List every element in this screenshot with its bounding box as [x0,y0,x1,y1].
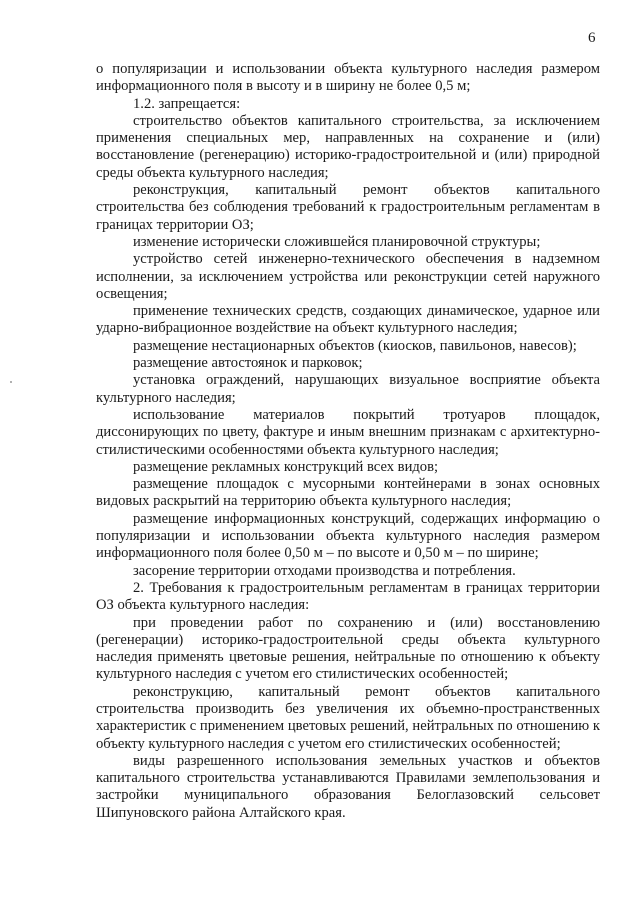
paragraph: строительство объектов капитального строительства, за исключением применения специальных мер, направленных на сохранение и (или) восстановление (регенерацию) историко-градостроительной и (или) природной среды объекта культурного наследия; [96,112,600,181]
paragraph: размещение рекламных конструкций всех видов; [133,458,439,475]
document-body [96,61,600,822]
paragraph: размещение автостоянок и парковок; [133,355,363,372]
paragraph: размещение информационных конструкций, содержащих информацию о популяризации и использовании объекта культурного наследия размером информационного поля более 0,50 м – по высоте и 0,50 м – по ширине; [96,510,600,562]
paragraph: 1.2. запрещается: [133,95,241,112]
paragraph: размещение нестационарных объектов (киосков, павильонов, навесов); [133,337,577,354]
paragraph: устройство сетей инженерно-технического обеспечения в надземном исполнении, за исключением устройства или реконструкции сетей наружного освещения; [96,251,600,302]
scan-speck [10,381,12,383]
paragraph: использование материалов покрытий тротуаров площадок, диссонирующих по цвету, фактуре и иным внешним признакам с архитектурно-стилистическими особенностями объекта культурного наследия; [96,406,600,458]
paragraph: применение технических средств, создающих динамическое, ударное или ударно-вибрационное воздействие на объект культурного наследия; [96,303,600,337]
paragraph: размещение площадок с мусорными контейнерами в зонах основных видовых раскрытий на территорию объекта культурного наследия; [96,476,600,510]
paragraph: реконструкцию, капитальный ремонт объектов капитального строительства производить без увеличения их объемно-пространственных характеристик с применением цветовых решений, нейтральных по отношению к объекту культурного наследия с учетом его стилистических особенностей; [96,683,600,752]
paragraph: изменение исторически сложившейся планировочной структуры; [133,233,541,250]
page-number: 6 [588,30,596,46]
paragraph: при проведении работ по сохранению и (или) восстановлению (регенерации) историко-градостроительной среды объекта культурного наследия применять цветовые решения, нейтральные по отношению к объекту культурного наследия с учетом его стилистических особенностей; [96,614,600,683]
paragraph: реконструкция, капитальный ремонт объектов капитального строительства без соблюдения требований к градостроительным регламентам в границах территории ОЗ; [96,182,600,233]
paragraph: установка ограждений, нарушающих визуальное восприятие объекта культурного наследия; [96,372,600,406]
paragraph: о популяризации и использовании объекта культурного наследия размером информационного поля в высоту и в ширину не более 0,5 м; [96,61,600,95]
paragraph: засорение территории отходами производства и потребления. [133,562,516,579]
paragraph: 2. Требования к градостроительным регламентам в границах территории ОЗ объекта культурного наследия: [96,579,600,614]
paragraph: виды разрешенного использования земельных участков и объектов капитального строительства устанавливаются Правилами землепользования и застройки муниципального образования Белоглазовский сельсовет Шипуновского района Алтайского края. [96,752,600,821]
